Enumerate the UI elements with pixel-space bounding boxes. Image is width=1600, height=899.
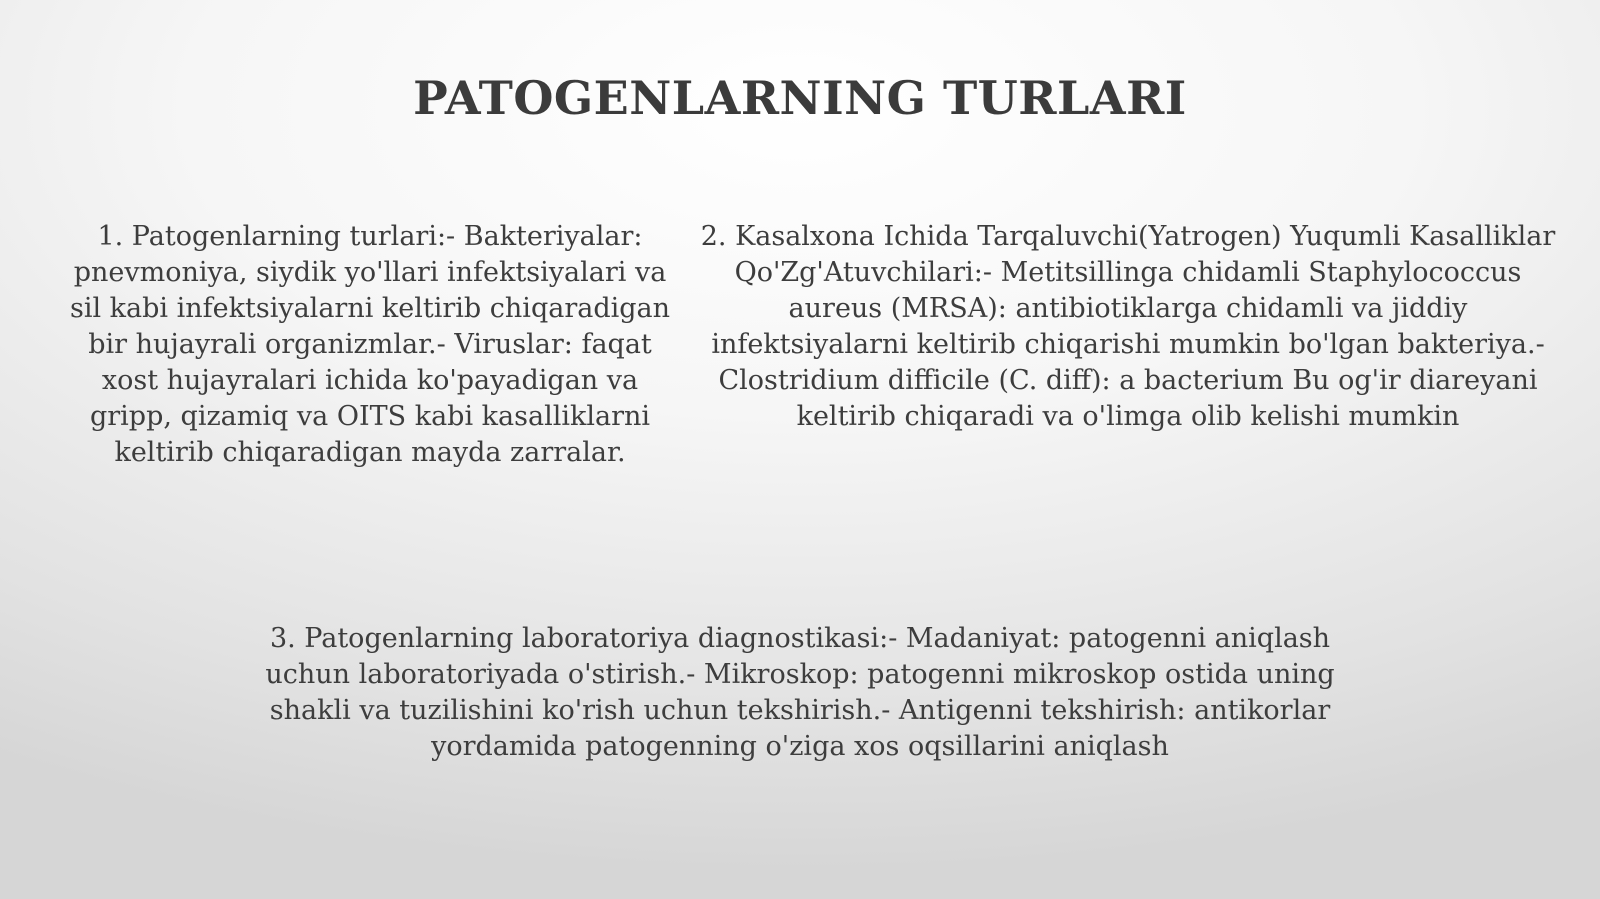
lab-diagnostics-text: 3. Patogenlarning laboratoriya diagnostikasi:- Madaniyat: patogenni aniqlash uchun laboratoriyada o'stirish.- Mikroskop: patogenni mikroskop ostida uning shakli va tuzilishini ko'rish uchun tekshirish.- Antigenni tekshirish: antikorlar yordamida patogenning o'ziga xos oqsillarini aniqlash xyxy=(265,623,1335,762)
hospital-infections-text: 2. Kasalxona Ichida Tarqaluvchi(Yatrogen) Yuqumli Kasalliklar Qo'Zg'Atuvchilari:- Metitsillinga chidamli Staphylococcus aureus (MRSA): antibiotiklarga chidamli va jiddiy infektsiyalarni keltirib chiqarishi mumkin bo'lgan bakteriya.- Clostridium difficile (C. diff): a bacterium Bu og'ir diareyani keltirib chiqaradi va o'limga olib kelishi mumkin xyxy=(700,221,1556,432)
slide-title: PATOGENLARNING TURLARI xyxy=(413,71,1187,125)
pathogen-types-text: 1. Patogenlarning turlari:- Bakteriyalar: pnevmoniya, siydik yo'llari infektsiyalari va sil kabi infektsiyalarni keltirib chiqaradigan bir hujayrali organizmlar.- Viruslar: faqat xost hujayralari ichida ko'payadigan va gripp, qizamiq va OITS kabi kasalliklarni keltirib chiqaradigan mayda zarralar. xyxy=(69,221,671,468)
